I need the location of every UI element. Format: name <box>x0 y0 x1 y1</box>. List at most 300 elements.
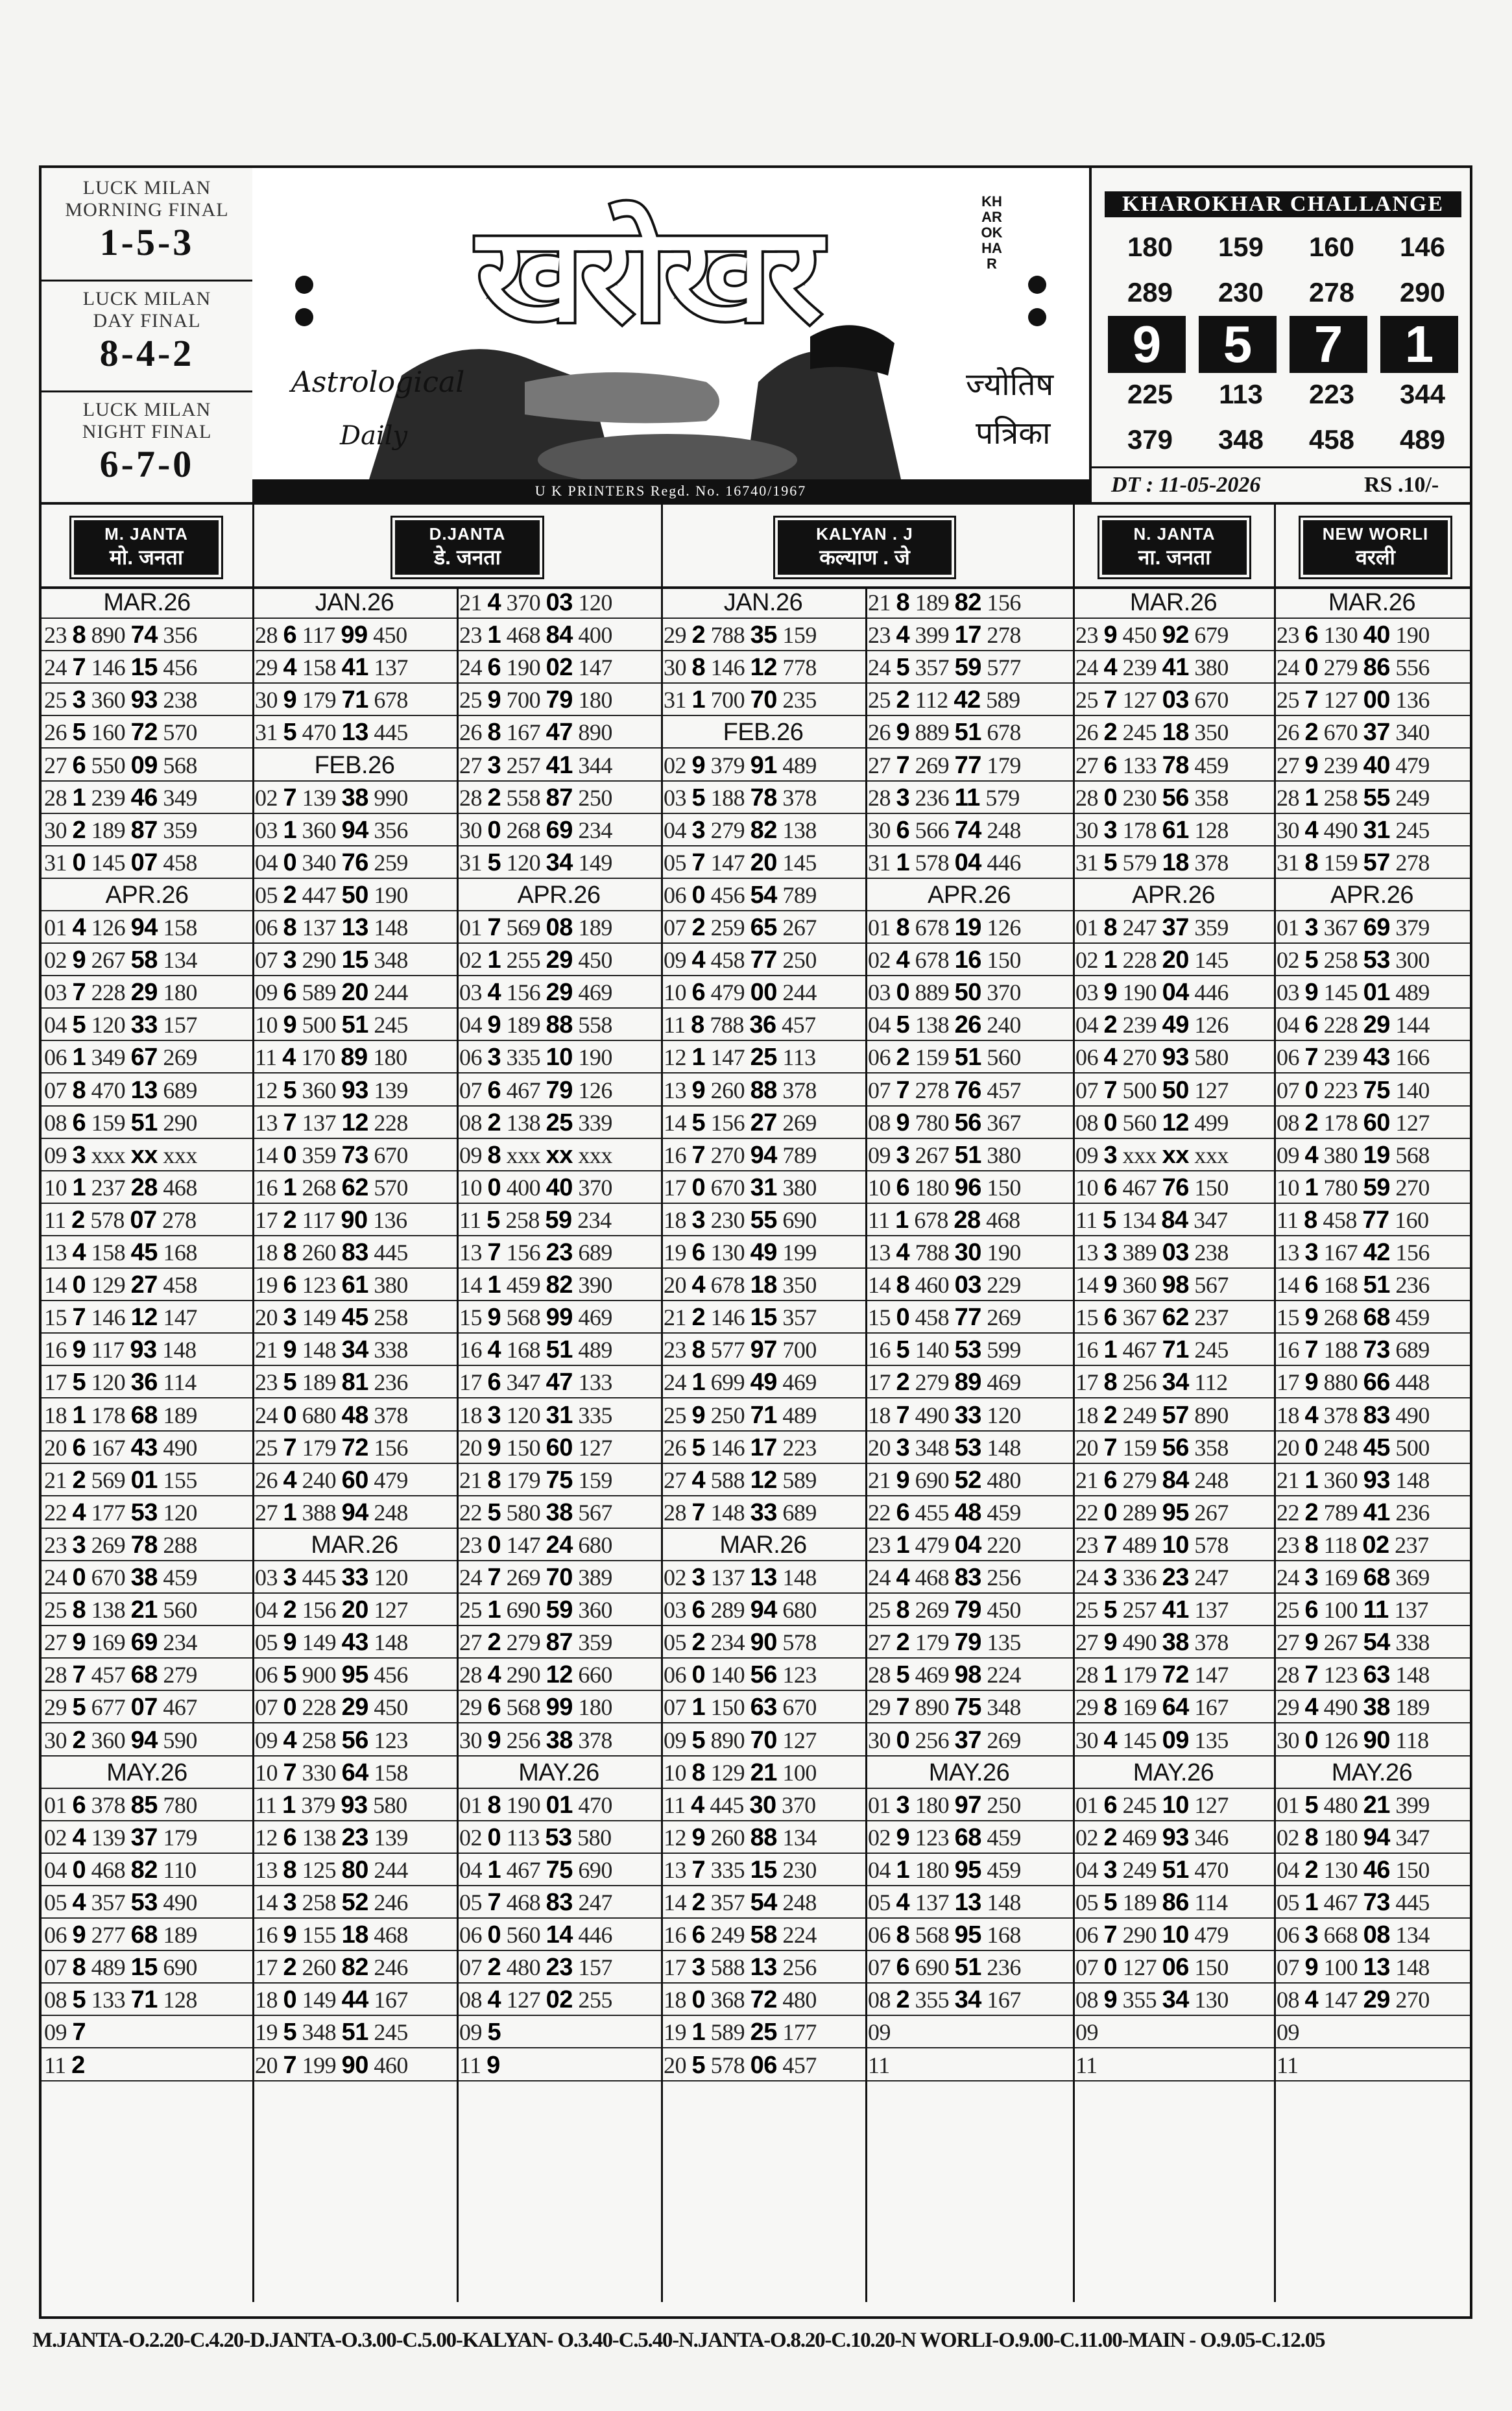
result-row: 24 6 190 02 147 <box>457 651 661 684</box>
result-row: 21 2 146 15 357 <box>661 1301 865 1334</box>
result-row: 06 1 349 67 269 <box>42 1041 252 1074</box>
result-row: 14 0 129 27 458 <box>42 1269 252 1301</box>
month-header: APR.26 <box>865 879 1073 911</box>
result-row: 05 4 137 13 148 <box>865 1886 1073 1919</box>
challenge-number: 225 <box>1127 379 1173 409</box>
result-row: 30 9 256 38 378 <box>457 1724 661 1757</box>
result-row: 11 <box>1274 2049 1470 2081</box>
result-row: 04 2 239 49 126 <box>1073 1009 1274 1041</box>
result-row: 16 9 117 93 148 <box>42 1334 252 1366</box>
result-row: 18 8 260 83 445 <box>252 1236 457 1269</box>
result-row: 28 0 230 56 358 <box>1073 782 1274 814</box>
market-name-en: M. JANTA <box>104 524 188 544</box>
result-row: 30 0 256 37 269 <box>865 1724 1073 1757</box>
result-row: 24 3 169 68 369 <box>1274 1561 1470 1594</box>
result-row: 11 8 788 36 457 <box>661 1009 865 1041</box>
result-row: 03 9 145 01 489 <box>1274 976 1470 1009</box>
issue-date: DT : 11-05-2026 <box>1111 473 1261 497</box>
result-row: 01 6 378 85 780 <box>42 1789 252 1821</box>
result-row: 06 9 277 68 189 <box>42 1919 252 1951</box>
result-row: 01 3 367 69 379 <box>1274 911 1470 944</box>
result-row: 26 2 670 37 340 <box>1274 716 1470 749</box>
result-row: 02 9 267 58 134 <box>42 944 252 976</box>
result-row: 27 3 257 41 344 <box>457 749 661 782</box>
result-row: 16 6 249 58 224 <box>661 1919 865 1951</box>
luck-milan-result: 6-7-0 <box>99 443 195 485</box>
result-row: 10 0 400 40 370 <box>457 1171 661 1204</box>
result-row: 04 2 130 46 150 <box>1274 1854 1470 1886</box>
result-row: 14 6 168 51 236 <box>1274 1269 1470 1301</box>
result-row: 09 3 xxx xx xxx <box>42 1139 252 1171</box>
result-row: 23 0 147 24 680 <box>457 1529 661 1561</box>
result-row: 24 3 336 23 247 <box>1073 1561 1274 1594</box>
result-row: 18 0 149 44 167 <box>252 1984 457 2016</box>
result-row: 10 1 780 59 270 <box>1274 1171 1470 1204</box>
luck-milan-night <box>42 399 252 509</box>
result-row: 24 4 239 41 380 <box>1073 651 1274 684</box>
result-row: 17 2 260 82 246 <box>252 1951 457 1984</box>
market-name-hi: कल्याण . जे <box>819 546 910 569</box>
result-row: 13 3 389 03 238 <box>1073 1236 1274 1269</box>
challenge-number: 146 <box>1399 232 1446 262</box>
result-row: 16 9 155 18 468 <box>252 1919 457 1951</box>
market-name-en: N. JANTA <box>1133 524 1216 544</box>
result-row: 22 4 177 53 120 <box>42 1496 252 1529</box>
result-row: 08 2 138 25 339 <box>457 1107 661 1139</box>
result-row: 09 <box>1274 2016 1470 2048</box>
result-row: 17 9 880 66 448 <box>1274 1366 1470 1398</box>
month-header: MAY.26 <box>1073 1757 1274 1789</box>
month-header: MAY.26 <box>457 1757 661 1789</box>
result-row: 11 4 170 89 180 <box>252 1041 457 1074</box>
result-row: 05 7 147 20 145 <box>661 846 865 879</box>
result-row: 04 5 120 33 157 <box>42 1009 252 1041</box>
result-row: 13 7 137 12 228 <box>252 1107 457 1139</box>
month-header: APR.26 <box>1274 879 1470 911</box>
result-row: 01 6 245 10 127 <box>1073 1789 1274 1821</box>
result-row: 13 8 125 80 244 <box>252 1854 457 1886</box>
result-row: 26 9 889 51 678 <box>865 716 1073 749</box>
result-row: 28 2 558 87 250 <box>457 782 661 814</box>
result-row: 08 2 355 34 167 <box>865 1984 1073 2016</box>
result-row: 19 1 589 25 177 <box>661 2016 865 2048</box>
result-row: 31 1 700 70 235 <box>661 684 865 716</box>
result-row: 09 4 258 56 123 <box>252 1724 457 1757</box>
result-row: 19 6 130 49 199 <box>661 1236 865 1269</box>
result-row: 16 7 188 73 689 <box>1274 1334 1470 1366</box>
result-row: 02 3 137 13 148 <box>661 1561 865 1594</box>
result-row: 06 2 159 51 560 <box>865 1041 1073 1074</box>
result-row: 08 5 133 71 128 <box>42 1984 252 2016</box>
result-row: 14 5 156 27 269 <box>661 1107 865 1139</box>
result-row: 07 0 223 75 140 <box>1274 1074 1470 1107</box>
month-header: MAY.26 <box>865 1757 1073 1789</box>
luck-milan-panel <box>42 168 255 502</box>
market-name-en: KALYAN . J <box>816 524 913 544</box>
result-row: 03 3 445 33 120 <box>252 1561 457 1594</box>
challenge-number: 289 <box>1127 277 1173 307</box>
result-row: 24 0 680 48 378 <box>252 1399 457 1432</box>
market-name-en: D.JANTA <box>429 524 506 544</box>
result-row: 15 6 367 62 237 <box>1073 1301 1274 1334</box>
result-row: 11 5 134 84 347 <box>1073 1204 1274 1236</box>
subtitle-patrika: पत्रिका <box>976 415 1051 451</box>
result-row: 27 4 588 12 589 <box>661 1464 865 1496</box>
market-header-row <box>42 502 1470 589</box>
result-row: 21 2 569 01 155 <box>42 1464 252 1496</box>
result-row: 31 1 578 04 446 <box>865 846 1073 879</box>
result-row: 07 2 480 23 157 <box>457 1951 661 1984</box>
result-row: 21 6 279 84 248 <box>1073 1464 1274 1496</box>
result-row: 07 8 470 13 689 <box>42 1074 252 1107</box>
result-row: 08 0 560 12 499 <box>1073 1107 1274 1139</box>
result-row: 23 4 399 17 278 <box>865 619 1073 651</box>
result-row: 07 2 259 65 267 <box>661 911 865 944</box>
result-row: 09 3 xxx xx xxx <box>1073 1139 1274 1171</box>
result-row: 31 5 470 13 445 <box>252 716 457 749</box>
result-row: 04 2 156 20 127 <box>252 1594 457 1626</box>
result-row: 31 5 579 18 378 <box>1073 846 1274 879</box>
masthead-logo <box>252 168 1089 479</box>
result-row: 30 0 268 69 234 <box>457 814 661 846</box>
result-row: 17 3 588 13 256 <box>661 1951 865 1984</box>
result-row: 30 6 566 74 248 <box>865 814 1073 846</box>
result-row: 02 4 678 16 150 <box>865 944 1073 976</box>
result-row: 05 2 447 50 190 <box>252 879 457 911</box>
challenge-number: 180 <box>1127 232 1173 262</box>
result-row: 03 7 228 29 180 <box>42 976 252 1009</box>
result-row: 25 9 700 79 180 <box>457 684 661 716</box>
result-row: 21 1 360 93 148 <box>1274 1464 1470 1496</box>
issue-price: RS .10/- <box>1364 473 1439 497</box>
result-row: 01 3 180 97 250 <box>865 1789 1073 1821</box>
result-row: 04 1 180 95 459 <box>865 1854 1073 1886</box>
challenge-digit: 9 <box>1108 316 1186 373</box>
result-row: 29 5 677 07 467 <box>42 1691 252 1723</box>
result-row: 02 4 139 37 179 <box>42 1821 252 1854</box>
result-row: 10 7 330 64 158 <box>252 1757 457 1789</box>
month-header: MAR.26 <box>252 1529 457 1561</box>
challenge-number: 230 <box>1218 277 1264 307</box>
luck-milan-result: 8-4-2 <box>99 332 195 374</box>
result-row: 06 8 568 95 168 <box>865 1919 1073 1951</box>
subtitle-astrological: Astrological <box>291 366 465 399</box>
result-row: 06 0 456 54 789 <box>661 879 865 911</box>
result-row: 08 2 178 60 127 <box>1274 1107 1470 1139</box>
result-row: 18 0 368 72 480 <box>661 1984 865 2016</box>
challenge-row <box>1105 424 1468 455</box>
month-header: MAR.26 <box>42 586 252 619</box>
result-row: 11 1 678 28 468 <box>865 1204 1073 1236</box>
result-row: 05 9 149 43 148 <box>252 1626 457 1659</box>
result-row: 05 1 467 73 445 <box>1274 1886 1470 1919</box>
result-row: 04 9 189 88 558 <box>457 1009 661 1041</box>
result-row: 01 8 678 19 126 <box>865 911 1073 944</box>
result-row: 18 3 120 31 335 <box>457 1399 661 1432</box>
result-row: 25 8 269 79 450 <box>865 1594 1073 1626</box>
result-row: 16 1 467 71 245 <box>1073 1334 1274 1366</box>
result-row: 23 5 189 81 236 <box>252 1366 457 1398</box>
result-row: 29 8 169 64 167 <box>1073 1691 1274 1723</box>
market-m-janta <box>42 502 252 586</box>
result-row: 07 9 100 13 148 <box>1274 1951 1470 1984</box>
result-row: 10 1 237 28 468 <box>42 1171 252 1204</box>
month-header: FEB.26 <box>661 716 865 749</box>
result-row: 25 9 250 71 489 <box>661 1399 865 1432</box>
result-row: 23 8 890 74 356 <box>42 619 252 651</box>
result-row: 30 0 126 90 118 <box>1274 1724 1470 1757</box>
challenge-number: 278 <box>1308 277 1355 307</box>
result-row: 21 8 179 75 159 <box>457 1464 661 1496</box>
result-row: 05 2 234 90 578 <box>661 1626 865 1659</box>
result-row: 01 8 247 37 359 <box>1073 911 1274 944</box>
result-row: 18 4 378 83 490 <box>1274 1399 1470 1432</box>
challenge-digit: 7 <box>1290 316 1367 373</box>
result-row: 30 4 490 31 245 <box>1274 814 1470 846</box>
challenge-number: 160 <box>1308 232 1355 262</box>
challenge-row <box>1105 379 1468 410</box>
result-row: 16 7 270 94 789 <box>661 1139 865 1171</box>
result-row: 26 8 167 47 890 <box>457 716 661 749</box>
challenge-row <box>1105 277 1468 308</box>
result-row: 21 9 690 52 480 <box>865 1464 1073 1496</box>
result-row: 17 8 256 34 112 <box>1073 1366 1274 1398</box>
result-row: 21 4 370 03 120 <box>457 586 661 619</box>
chart-sheet <box>39 165 1472 2319</box>
result-row: 07 8 489 15 690 <box>42 1951 252 1984</box>
result-row: 02 0 113 53 580 <box>457 1821 661 1854</box>
result-row: 06 3 335 10 190 <box>457 1041 661 1074</box>
kharokhar-challenge <box>1089 168 1472 502</box>
result-row: 18 2 249 57 890 <box>1073 1399 1274 1432</box>
luck-milan-label: LUCK MILAN <box>82 177 211 198</box>
result-row: 15 0 458 77 269 <box>865 1301 1073 1334</box>
result-row: 26 5 160 72 570 <box>42 716 252 749</box>
result-row: 29 4 490 38 189 <box>1274 1691 1470 1723</box>
challenge-number: 489 <box>1399 424 1446 455</box>
result-row: 16 1 268 62 570 <box>252 1171 457 1204</box>
result-row: 24 7 269 70 389 <box>457 1561 661 1594</box>
result-row: 27 1 388 94 248 <box>252 1496 457 1529</box>
result-row: 03 1 360 94 356 <box>252 814 457 846</box>
result-row: 12 6 138 23 139 <box>252 1821 457 1854</box>
result-row: 30 9 179 71 678 <box>252 684 457 716</box>
result-row: 08 4 147 29 270 <box>1274 1984 1470 2016</box>
result-row: 28 1 179 72 147 <box>1073 1659 1274 1691</box>
challenge-digits <box>1101 316 1465 373</box>
result-row: 09 <box>1073 2016 1274 2048</box>
month-header: MAR.26 <box>661 1529 865 1561</box>
market-name-hi: ना. जनता <box>1138 546 1211 569</box>
result-row: 25 7 179 72 156 <box>252 1432 457 1464</box>
result-row: 04 3 279 82 138 <box>661 814 865 846</box>
challenge-number: 290 <box>1399 277 1446 307</box>
result-row: 13 4 788 30 190 <box>865 1236 1073 1269</box>
result-row: 23 8 577 97 700 <box>661 1334 865 1366</box>
result-row: 13 7 335 15 230 <box>661 1854 865 1886</box>
result-row: 22 5 580 38 567 <box>457 1496 661 1529</box>
challenge-number: 458 <box>1308 424 1355 455</box>
challenge-digit: 5 <box>1199 316 1277 373</box>
result-row: 24 0 670 38 459 <box>42 1561 252 1594</box>
result-row: 01 4 126 94 158 <box>42 911 252 944</box>
challenge-number: 113 <box>1219 379 1263 409</box>
result-row: 09 <box>865 2016 1073 2048</box>
result-row: 12 9 260 88 134 <box>661 1821 865 1854</box>
result-row: 31 0 145 07 458 <box>42 846 252 879</box>
month-header: MAY.26 <box>42 1757 252 1789</box>
result-row: 29 7 890 75 348 <box>865 1691 1073 1723</box>
result-row: 11 1 379 93 580 <box>252 1789 457 1821</box>
result-row: 15 7 146 12 147 <box>42 1301 252 1334</box>
luck-milan-label: LUCK MILAN <box>82 399 211 420</box>
luck-milan-result: 1-5-3 <box>99 221 195 263</box>
month-header: MAY.26 <box>1274 1757 1470 1789</box>
result-row: 02 8 180 94 347 <box>1274 1821 1470 1854</box>
result-row: 11 4 445 30 370 <box>661 1789 865 1821</box>
result-row: 06 0 560 14 446 <box>457 1919 661 1951</box>
result-row: 06 7 290 10 479 <box>1073 1919 1274 1951</box>
result-row: 27 9 239 40 479 <box>1274 749 1470 782</box>
result-row: 09 3 267 51 380 <box>865 1139 1073 1171</box>
result-row: 19 5 348 51 245 <box>252 2016 457 2048</box>
month-header: APR.26 <box>1073 879 1274 911</box>
result-row: 05 7 468 83 247 <box>457 1886 661 1919</box>
result-row: 11 <box>865 2049 1073 2081</box>
challenge-number: 159 <box>1218 232 1264 262</box>
result-row: 09 5 <box>457 2016 661 2048</box>
result-row: 10 9 500 51 245 <box>252 1009 457 1041</box>
result-row: 31 8 159 57 278 <box>1274 846 1470 879</box>
result-row: 09 8 xxx xx xxx <box>457 1139 661 1171</box>
result-row: 07 3 290 15 348 <box>252 944 457 976</box>
result-row: 31 5 120 34 149 <box>457 846 661 879</box>
result-row: 17 2 279 89 469 <box>865 1366 1073 1398</box>
result-row: 12 5 360 93 139 <box>252 1074 457 1107</box>
result-row: 23 1 479 04 220 <box>865 1529 1073 1561</box>
result-row: 18 3 230 55 690 <box>661 1204 865 1236</box>
result-row: 20 9 150 60 127 <box>457 1432 661 1464</box>
result-row: 28 6 117 99 450 <box>252 619 457 651</box>
result-row: 25 8 138 21 560 <box>42 1594 252 1626</box>
result-row: 24 0 279 86 556 <box>1274 651 1470 684</box>
result-row: 30 4 145 09 135 <box>1073 1724 1274 1757</box>
result-row: 03 6 289 94 680 <box>661 1594 865 1626</box>
result-row: 18 1 178 68 189 <box>42 1399 252 1432</box>
result-row: 07 0 228 29 450 <box>252 1691 457 1723</box>
result-row: 04 5 138 26 240 <box>865 1009 1073 1041</box>
result-row: 30 8 146 12 778 <box>661 651 865 684</box>
market-name-hi: मो. जनता <box>109 546 184 569</box>
result-row: 24 7 146 15 456 <box>42 651 252 684</box>
result-row: 05 4 357 53 490 <box>42 1886 252 1919</box>
market-kalyan-j <box>661 502 1070 586</box>
result-row: 09 5 890 70 127 <box>661 1724 865 1757</box>
result-row: 10 6 467 76 150 <box>1073 1171 1274 1204</box>
result-row: 07 6 467 79 126 <box>457 1074 661 1107</box>
result-row: 08 9 780 56 367 <box>865 1107 1073 1139</box>
result-row: 07 0 127 06 150 <box>1073 1951 1274 1984</box>
result-row: 30 2 360 94 590 <box>42 1724 252 1757</box>
challenge-number: 348 <box>1218 424 1264 455</box>
result-row: 02 1 228 20 145 <box>1073 944 1274 976</box>
luck-milan-day <box>42 288 252 398</box>
result-row: 07 7 278 76 457 <box>865 1074 1073 1107</box>
result-row: 04 1 467 75 690 <box>457 1854 661 1886</box>
result-row: 04 0 468 82 110 <box>42 1854 252 1886</box>
result-row: 15 9 268 68 459 <box>1274 1301 1470 1334</box>
subtitle-daily: Daily <box>340 421 408 451</box>
result-row: 13 9 260 88 378 <box>661 1074 865 1107</box>
result-row: 03 5 188 78 378 <box>661 782 865 814</box>
result-row: 20 3 348 53 148 <box>865 1432 1073 1464</box>
result-row: 10 8 129 21 100 <box>661 1757 865 1789</box>
month-header: MAR.26 <box>1073 586 1274 619</box>
result-row: 11 2 578 07 278 <box>42 1204 252 1236</box>
result-row: 09 4 458 77 250 <box>661 944 865 976</box>
result-row: 28 3 236 11 579 <box>865 782 1073 814</box>
result-row: 08 4 127 02 255 <box>457 1984 661 2016</box>
challenge-number: 344 <box>1399 379 1446 409</box>
challenge-row <box>1105 232 1468 263</box>
result-row: 20 0 248 45 500 <box>1274 1432 1470 1464</box>
result-row: 04 6 228 29 144 <box>1274 1009 1470 1041</box>
result-row: 22 2 789 41 236 <box>1274 1496 1470 1529</box>
result-row: 11 5 258 59 234 <box>457 1204 661 1236</box>
result-row: 06 5 900 95 456 <box>252 1659 457 1691</box>
result-row: 03 0 889 50 370 <box>865 976 1073 1009</box>
result-row: 10 6 479 00 244 <box>661 976 865 1009</box>
result-row: 08 6 159 51 290 <box>42 1107 252 1139</box>
result-row: 13 7 156 23 689 <box>457 1236 661 1269</box>
result-row: 17 6 347 47 133 <box>457 1366 661 1398</box>
result-row: 20 7 199 90 460 <box>252 2049 457 2081</box>
result-row: 02 1 255 29 450 <box>457 944 661 976</box>
result-row: 22 0 289 95 267 <box>1073 1496 1274 1529</box>
result-row: 26 5 146 17 223 <box>661 1432 865 1464</box>
result-row: 14 1 459 82 390 <box>457 1269 661 1301</box>
market-name-hi: डे. जनता <box>434 546 501 569</box>
result-row: 25 1 690 59 360 <box>457 1594 661 1626</box>
result-row: 27 2 179 79 135 <box>865 1626 1073 1659</box>
result-row: 19 6 123 61 380 <box>252 1269 457 1301</box>
result-row: 04 0 340 76 259 <box>252 846 457 879</box>
result-row: 06 8 137 13 148 <box>252 911 457 944</box>
masthead-side-text: KHAROKHAR <box>981 193 1003 272</box>
result-row: 23 7 489 10 578 <box>1073 1529 1274 1561</box>
result-row: 01 8 190 01 470 <box>457 1789 661 1821</box>
result-row: 27 9 267 54 338 <box>1274 1626 1470 1659</box>
result-row: 28 5 469 98 224 <box>865 1659 1073 1691</box>
result-row: 05 5 189 86 114 <box>1073 1886 1274 1919</box>
result-row: 20 4 678 18 350 <box>661 1269 865 1301</box>
luck-milan-session: NIGHT FINAL <box>82 421 212 442</box>
result-row: 20 5 578 06 457 <box>661 2049 865 2081</box>
result-row: 27 6 550 09 568 <box>42 749 252 782</box>
result-row: 25 7 127 00 136 <box>1274 684 1470 716</box>
result-row: 03 9 190 04 446 <box>1073 976 1274 1009</box>
luck-milan-morning <box>42 177 252 287</box>
result-row: 04 3 249 51 470 <box>1073 1854 1274 1886</box>
result-row: 01 7 569 08 189 <box>457 911 661 944</box>
result-row: 26 2 245 18 350 <box>1073 716 1274 749</box>
result-row: 03 4 156 29 469 <box>457 976 661 1009</box>
result-row: 09 7 <box>42 2016 252 2048</box>
result-row: 11 9 <box>457 2049 661 2081</box>
result-row: 20 6 167 43 490 <box>42 1432 252 1464</box>
challenge-number: 223 <box>1308 379 1355 409</box>
printer-registration: U K PRINTERS Regd. No. 16740/1967 <box>252 479 1089 502</box>
